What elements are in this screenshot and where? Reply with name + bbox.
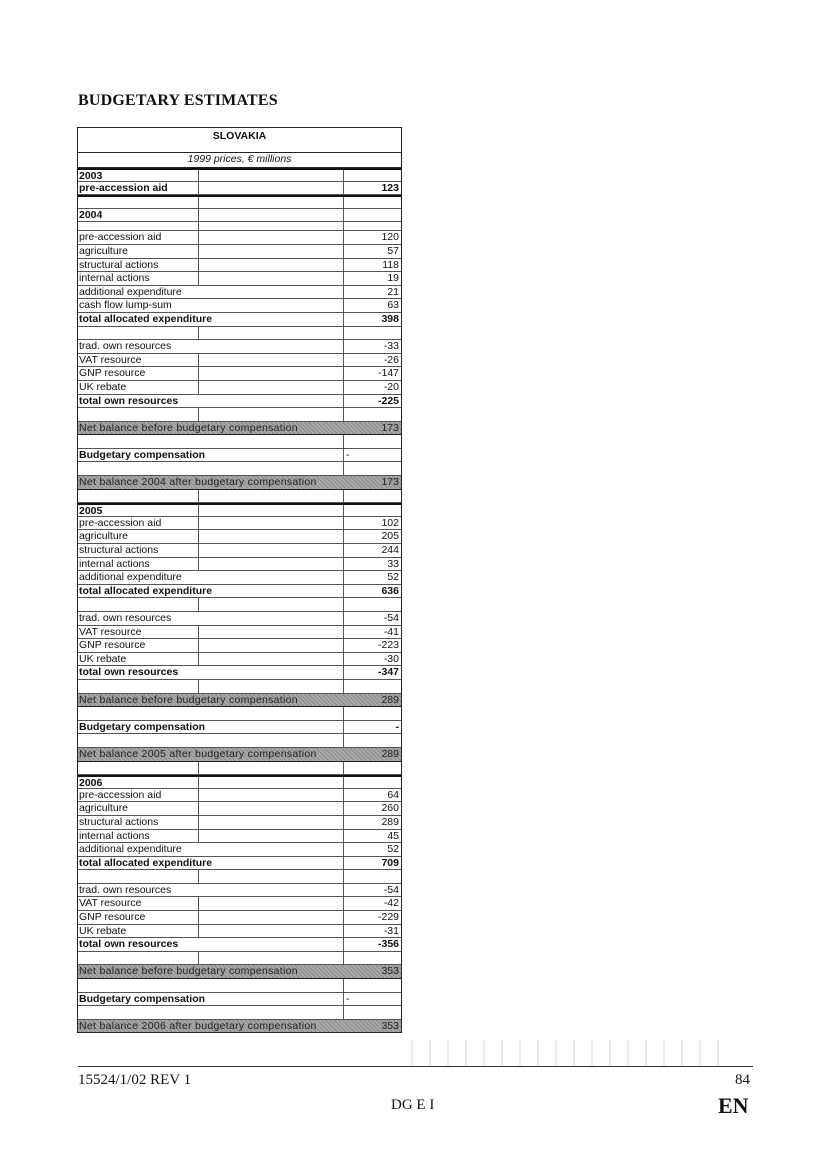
net-balance-row	[78, 476, 401, 490]
row-value: 173	[381, 421, 399, 434]
table-row	[78, 381, 401, 395]
row-label: Net balance 2005 after budgetary compensation	[79, 747, 317, 760]
row-label: trad. own resources	[79, 340, 172, 353]
row-value: 205	[381, 530, 399, 543]
row-value: 289	[381, 747, 399, 760]
row-label: UK rebate	[79, 924, 127, 937]
spacer-row	[78, 490, 401, 504]
spacer-row	[78, 598, 401, 612]
table-title: SLOVAKIA	[78, 128, 401, 153]
row-label: pre-accession aid	[79, 181, 168, 194]
row-value: -42	[383, 897, 399, 910]
table-row	[78, 530, 401, 544]
document-reference: 15524/1/02 REV 1	[78, 1072, 192, 1088]
spacer-row	[78, 680, 401, 694]
table-row	[78, 816, 401, 830]
row-value: -26	[383, 353, 399, 366]
table-row	[78, 938, 401, 952]
row-value: 289	[381, 693, 399, 706]
row-label: structural actions	[79, 815, 159, 828]
table-row	[78, 884, 401, 898]
row-label: UK rebate	[79, 652, 127, 665]
year-label: 2006	[79, 777, 103, 790]
table-subtitle: 1999 prices, € millions	[78, 153, 401, 168]
row-label: GNP resource	[79, 639, 146, 652]
row-label: Budgetary compensation	[79, 992, 206, 1005]
row-label: internal actions	[79, 557, 150, 570]
row-value: -41	[383, 625, 399, 638]
year-label: 2004	[79, 208, 103, 221]
table-row	[78, 313, 401, 327]
year-2005-header	[78, 503, 401, 517]
net-balance-row	[78, 965, 401, 979]
row-value: 21	[387, 285, 399, 298]
table-row	[78, 517, 401, 531]
row-value: -223	[377, 639, 399, 652]
row-label: Budgetary compensation	[79, 448, 206, 461]
table-row	[78, 354, 401, 368]
row-value: 52	[387, 571, 399, 584]
row-label: GNP resource	[79, 911, 146, 924]
row-label: pre-accession aid	[79, 516, 162, 529]
row-value: -54	[383, 883, 399, 896]
spacer-row	[78, 435, 401, 449]
row-label: VAT resource	[79, 897, 142, 910]
row-label: total allocated expenditure	[79, 856, 213, 869]
footer-divider	[78, 1066, 753, 1067]
spacer-row	[78, 762, 401, 776]
table-row	[78, 558, 401, 572]
table-row	[78, 340, 401, 354]
row-value: 52	[387, 843, 399, 856]
row-value: -54	[383, 612, 399, 624]
row-value: 289	[381, 815, 399, 828]
row-value: 63	[387, 299, 399, 312]
spacer-row	[78, 195, 401, 209]
table-row	[78, 571, 401, 585]
row-value: 353	[381, 965, 399, 978]
row-label: Net balance 2004 after budgetary compensation	[79, 476, 317, 489]
row-label: VAT resource	[79, 353, 142, 366]
row-label: additional expenditure	[79, 843, 182, 856]
year-2003-header	[78, 168, 401, 182]
row-label: agriculture	[79, 802, 129, 815]
row-label: Net balance before budgetary compensation	[79, 965, 298, 978]
scan-noise	[404, 1040, 734, 1066]
spacer-row	[78, 979, 401, 993]
year-2004-header	[78, 209, 401, 223]
row-label: total own resources	[79, 938, 179, 951]
row-label: Net balance 2006 after budgetary compensation	[79, 1019, 317, 1032]
row-label: pre-accession aid	[79, 788, 162, 801]
row-label: internal actions	[79, 829, 150, 842]
table-row	[78, 911, 401, 925]
table-row	[78, 612, 401, 626]
table-row	[78, 897, 401, 911]
net-balance-row	[78, 748, 401, 762]
table-row	[78, 843, 401, 857]
row-label: pre-accession aid	[79, 231, 162, 244]
table-row	[78, 830, 401, 844]
row-value: 45	[387, 829, 399, 842]
row-label: structural actions	[79, 544, 159, 557]
row-label: VAT resource	[79, 625, 142, 638]
row-value: 353	[381, 1019, 399, 1032]
budget-table	[77, 127, 402, 1033]
row-label: Net balance before budgetary compensation	[79, 693, 298, 706]
net-balance-row	[78, 1020, 401, 1034]
row-label: total allocated expenditure	[79, 584, 213, 597]
row-value: -	[346, 448, 350, 461]
table-row	[78, 789, 401, 803]
table-row	[78, 449, 401, 463]
table-row	[78, 802, 401, 816]
row-value: 636	[381, 584, 399, 597]
row-value: -20	[383, 380, 399, 393]
row-value: 102	[381, 516, 399, 529]
row-label: agriculture	[79, 530, 129, 543]
table-row	[78, 245, 401, 259]
year-label: 2005	[79, 505, 103, 518]
table-row	[78, 925, 401, 939]
row-value: 260	[381, 802, 399, 815]
table-row	[78, 585, 401, 599]
spacer-row	[78, 734, 401, 748]
page-number: 84	[735, 1072, 750, 1088]
table-row	[78, 993, 401, 1007]
table-row	[78, 395, 401, 409]
row-value: -347	[377, 666, 399, 679]
table-row	[78, 544, 401, 558]
row-value: 57	[387, 244, 399, 257]
row-label: additional expenditure	[79, 571, 182, 584]
table-row	[78, 639, 401, 653]
row-value: 118	[382, 258, 399, 271]
row-value: 709	[381, 856, 399, 869]
row-value: -147	[377, 367, 399, 380]
row-label: Budgetary compensation	[79, 720, 206, 733]
row-value: -356	[377, 938, 399, 951]
net-balance-row	[78, 422, 401, 436]
row-label: additional expenditure	[79, 285, 182, 298]
net-balance-row	[78, 694, 401, 708]
row-value: -31	[383, 924, 399, 937]
year-2006-header	[78, 775, 401, 789]
table-row	[78, 272, 401, 286]
row-value: 244	[381, 544, 399, 557]
row-label: internal actions	[79, 272, 150, 285]
spacer-row	[78, 1006, 401, 1020]
table-row	[78, 626, 401, 640]
row-label: Net balance before budgetary compensation	[79, 421, 298, 434]
row-value: -30	[383, 652, 399, 665]
spacer-row	[78, 952, 401, 966]
row-value: -	[346, 992, 350, 1005]
table-row	[78, 653, 401, 667]
table-row	[78, 857, 401, 871]
table-row	[78, 231, 401, 245]
table-row	[78, 721, 401, 735]
row-value: 33	[387, 557, 399, 570]
row-label: total own resources	[79, 394, 179, 407]
spacer-row	[78, 327, 401, 341]
table-row	[78, 666, 401, 680]
row-value: 123	[381, 181, 399, 194]
row-label: trad. own resources	[79, 883, 172, 896]
table-row	[78, 182, 401, 196]
row-value: 173	[381, 476, 399, 489]
row-label: total allocated expenditure	[79, 312, 213, 325]
row-value: 19	[387, 272, 399, 285]
table-row	[78, 299, 401, 313]
table-row	[78, 286, 401, 300]
directorate-label: DG E I	[391, 1097, 435, 1113]
spacer-row	[78, 707, 401, 721]
table-row	[78, 367, 401, 381]
row-value: 64	[387, 788, 399, 801]
table-row	[78, 259, 401, 273]
page-heading: BUDGETARY ESTIMATES	[78, 92, 278, 109]
row-value: -229	[377, 911, 399, 924]
year-label: 2003	[79, 170, 103, 182]
spacer-row	[78, 408, 401, 422]
spacer-row	[78, 870, 401, 884]
row-label: cash flow lump-sum	[79, 299, 172, 312]
row-label: total own resources	[79, 666, 179, 679]
row-label: trad. own resources	[79, 612, 172, 624]
row-label: GNP resource	[79, 367, 146, 380]
row-label: agriculture	[79, 244, 129, 257]
spacer-row	[78, 222, 401, 231]
spacer-row	[78, 462, 401, 476]
row-label: UK rebate	[79, 380, 127, 393]
row-value: -33	[383, 340, 399, 353]
row-value: -	[395, 720, 399, 733]
row-label: structural actions	[79, 258, 159, 271]
row-value: 398	[381, 312, 399, 325]
row-value: 120	[381, 231, 399, 244]
row-value: -225	[377, 394, 399, 407]
language-code: EN	[718, 1093, 749, 1118]
